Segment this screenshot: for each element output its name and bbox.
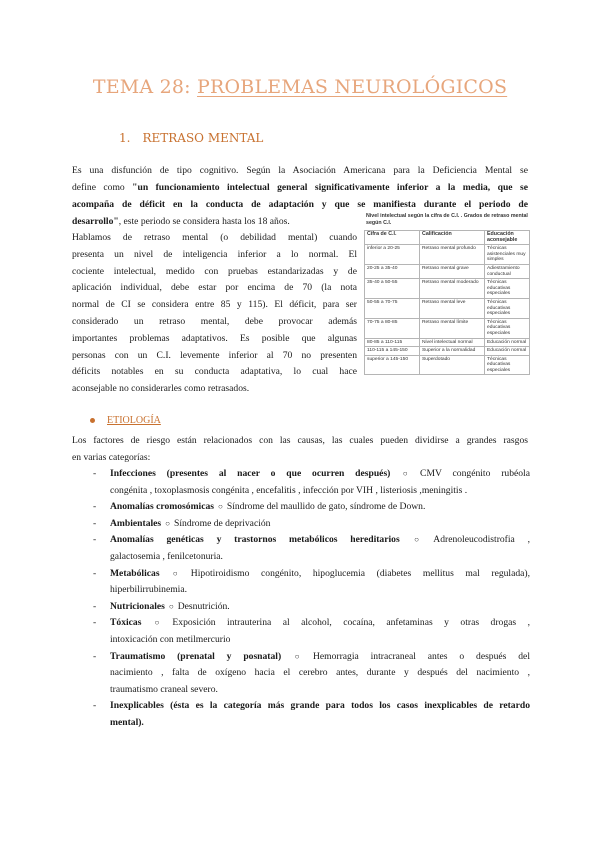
intro-line-3: [72, 196, 528, 213]
table-cell: Retraso mental grave: [420, 264, 485, 278]
table-cell: Técnicas educativas especiales: [485, 318, 530, 338]
table-cell: Superior a la normalidad: [420, 347, 485, 356]
dash-icon: -: [93, 600, 97, 612]
list-item-infecciones: [93, 466, 530, 499]
table-cell: Superdotado: [420, 355, 485, 375]
list-item-nutricionales: [93, 599, 530, 616]
table-row: [365, 298, 530, 318]
table-header: Calificación: [420, 231, 485, 245]
item-label: Inexplicables (ésta es la categoría más grande para todos los casos inexplicables de retardo: [110, 700, 530, 712]
paragraph-line: personas con un C.I. levemente inferior al 70 no presenten: [72, 349, 357, 361]
etiologia-intro: [72, 432, 528, 466]
circle-bullet-icon: ○: [165, 518, 171, 528]
table-cell: Técnicas educativas especiales: [485, 298, 530, 318]
item-text: intoxicación con metilmercurio: [110, 633, 231, 645]
section-heading-retraso-mental: [119, 131, 263, 145]
paragraph-line: Hablamos de retraso mental (o debilidad mental) cuando: [72, 232, 357, 243]
table-row: [365, 245, 530, 265]
item-row: [110, 466, 530, 483]
item-text: hiperbilirrubinemia.: [110, 584, 187, 596]
etiologia-heading: [90, 415, 161, 426]
item-label: Anomalías cromosómicas: [110, 501, 215, 513]
table-row: [365, 355, 530, 375]
item-row: [110, 698, 530, 715]
item-text: Desnutrición.: [177, 600, 230, 612]
ci-table-figure: [364, 213, 530, 373]
list-item-geneticas: [93, 532, 530, 565]
item-text: congénita , toxoplasmosis congénita , encefalitis , infección por VIH , listeriosis ,meningitis .: [110, 484, 468, 496]
list-item-toxicas: [93, 615, 530, 648]
item-row: [110, 516, 530, 533]
table-cell: Nivel intelectual normal: [420, 338, 485, 347]
table-row: [365, 264, 530, 278]
table-cell: 110-115 a 145-150: [365, 347, 420, 356]
table-cell: Retraso mental moderado: [420, 279, 485, 299]
table-row: [365, 338, 530, 347]
dash-icon: -: [93, 700, 97, 712]
bullet-dot-icon: [90, 418, 95, 423]
table-cell: 80-85 a 110-115: [365, 338, 420, 347]
table-caption: Nivel intelectual según la cifra de C.I. . Grados de retraso mental según C.I.: [366, 213, 528, 226]
table-cell: Adiestramiento conductual: [485, 264, 530, 278]
definition-text: "un funcionamiento intelectual general significativamente inferior a la media, que se: [132, 182, 528, 193]
table-cell: inferior a 20-25: [365, 245, 420, 265]
etiologia-intro-line: Los factores de riesgo están relacionados con las causas, las cuales pueden dividirse a grandes rasgos: [72, 435, 528, 446]
table-cell: Técnicas asistenciales muy simples: [485, 245, 530, 265]
item-label: Traumatismo (prenatal y posnatal): [110, 650, 282, 662]
item-text: Adrenoleucodistrofia ,: [433, 534, 530, 546]
item-label: mental).: [110, 716, 144, 728]
circle-bullet-icon: ○: [168, 601, 174, 611]
item-text: Hipotiroidismo congénito, hipoglucemia (diabetes mellitus mal regulada),: [190, 567, 530, 579]
list-item-ambientales: [93, 516, 530, 533]
intro-text-end: , este periodo se considera hasta los 18 años.: [118, 216, 290, 227]
item-row: [110, 649, 530, 666]
item-row: [110, 615, 530, 632]
item-label: Metabólicas: [110, 567, 160, 579]
dash-icon: -: [93, 617, 97, 629]
table-cell: Retraso mental leve: [420, 298, 485, 318]
paragraph-line: normal de CI se considera entre 85 y 115). El déficit, para ser: [72, 299, 357, 311]
item-row: [110, 532, 530, 549]
definition-text-2: acompaña de déficit en la conducta de adaptación y que se manifiesta durante el periodo de: [72, 199, 528, 210]
item-label: Tóxicas: [110, 617, 142, 629]
paragraph-line: presenta un nivel de inteligencia inferior a lo normal. El: [72, 248, 357, 260]
section-number: 1.: [119, 131, 131, 145]
table-cell: Técnicas educativas especiales: [485, 355, 530, 375]
circle-bullet-icon: ○: [403, 535, 430, 545]
table-cell: superior a 145-150: [365, 355, 420, 375]
intro-line-2: [72, 179, 528, 196]
dash-icon: -: [93, 650, 97, 662]
item-text: galactosemia , fenilcetonuria.: [110, 550, 223, 562]
etiologia-list: [93, 466, 530, 732]
item-label: Nutricionales: [110, 600, 165, 612]
item-label: Ambientales: [110, 517, 162, 529]
paragraph-line: importantes problemas adaptativos. Es posible que algunas: [72, 332, 357, 344]
circle-bullet-icon: ○: [394, 469, 417, 478]
item-row: [110, 715, 530, 732]
list-item-metabolicas: [93, 566, 530, 599]
dash-icon: -: [93, 468, 97, 479]
table-row: [365, 318, 530, 338]
item-text: Síndrome del maullido de gato, síndrome de Down.: [226, 501, 426, 513]
table-cell: Técnicas educativas especiales: [485, 279, 530, 299]
item-row: [110, 566, 530, 583]
table-cell: 35-40 a 50-55: [365, 279, 420, 299]
table-cell: 50-55 a 70-75: [365, 298, 420, 318]
item-text: nacimiento , falta de oxígeno hacia el cerebro antes, durante y después del nacimiento ,: [110, 667, 530, 679]
item-text: Síndrome de deprivación: [174, 517, 271, 529]
table-cell: Educación normal: [485, 338, 530, 347]
table-cell: Retraso mental profundo: [420, 245, 485, 265]
item-text: Hemorragia intracraneal antes o después del: [312, 650, 530, 662]
dash-icon: -: [93, 534, 97, 546]
circle-bullet-icon: ○: [145, 618, 169, 628]
circle-bullet-icon: ○: [163, 568, 187, 578]
title-prefix: TEMA 28:: [92, 76, 198, 98]
table-header: Educación aconsejable: [485, 231, 530, 245]
paragraph-line: cociente intelectual, medido con pruebas estandarizadas y de: [72, 265, 357, 277]
retraso-paragraph: [72, 230, 357, 398]
circle-bullet-icon: ○: [285, 651, 309, 661]
item-label: Anomalías genéticas y trastornos metabólicos hereditarios: [110, 534, 400, 546]
dash-icon: -: [93, 567, 97, 579]
ci-table: [364, 230, 530, 375]
item-text: CMV congénito rubéola: [420, 468, 530, 479]
item-row: [110, 599, 530, 616]
paragraph-line: considerado un retraso mental, debe provocar además: [72, 315, 357, 327]
table-cell: 20-25 a 35-40: [365, 264, 420, 278]
table-cell: Educación normal: [485, 347, 530, 356]
list-item-cromosomicas: [93, 499, 530, 516]
dash-icon: -: [93, 517, 97, 529]
table-row: [365, 279, 530, 299]
paragraph-line: aplicación individual, debe estar por encima de 70 (la nota: [72, 282, 357, 294]
title-topic: PROBLEMAS NEUROLÓGICOS: [197, 76, 508, 98]
dash-icon: -: [93, 501, 97, 513]
definition-text-3: desarrollo": [72, 216, 119, 227]
item-text: Exposición intrauterina al alcohol, cocaína, anfetaminas y otras drogas ,: [172, 617, 530, 629]
etiologia-intro-line: en varias categorías:: [72, 452, 151, 463]
table-cell: Retraso mental límite: [420, 318, 485, 338]
page-title: [0, 76, 600, 98]
table-header: Cifra de C.I.: [365, 231, 420, 245]
etiologia-label: ETIOLOGÍA: [107, 415, 161, 426]
intro-line-1: Es una disfunción de tipo cognitivo. Según la Asociación Americana para la Deficiencia Mental se: [72, 165, 528, 176]
section-title: RETRASO MENTAL: [142, 131, 264, 145]
table-row: [365, 347, 530, 356]
table-header-row: [365, 231, 530, 245]
item-text: traumatismo craneal severo.: [110, 683, 218, 695]
paragraph-line: aconsejable no considerarles como retrasados.: [72, 383, 250, 395]
circle-bullet-icon: ○: [218, 502, 223, 512]
list-item-inexplicables: [93, 698, 530, 731]
paragraph-line: déficits notables en su conducta adaptativa, lo cual hace: [72, 366, 357, 378]
intro-text: define como: [72, 182, 133, 193]
item-label: Infecciones (presentes al nacer o que ocurren después): [110, 468, 391, 479]
list-item-traumatismo: [93, 649, 530, 699]
table-cell: 70-75 a 80-85: [365, 318, 420, 338]
item-row: [110, 499, 530, 516]
